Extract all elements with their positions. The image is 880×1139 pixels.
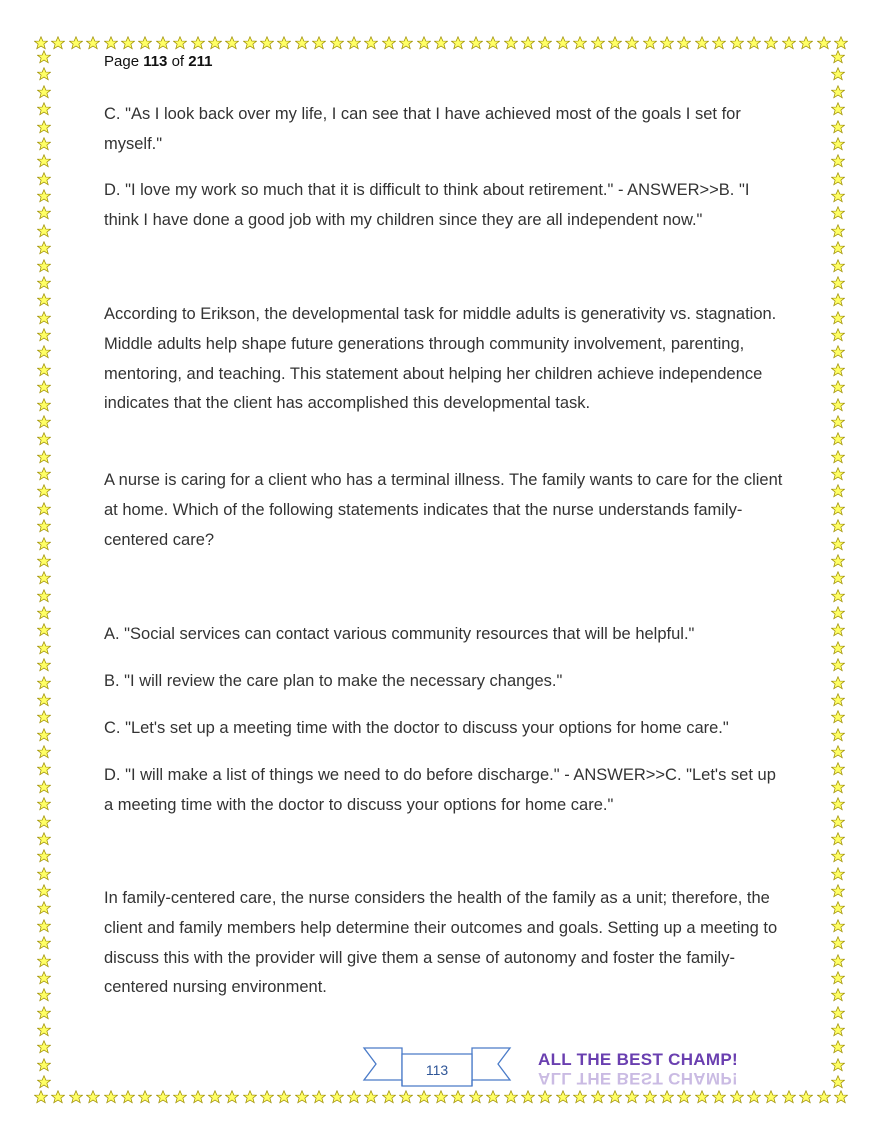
star-icon (37, 936, 51, 950)
star-icon (831, 311, 845, 325)
star-icon (831, 345, 845, 359)
star-icon (451, 36, 465, 54)
star-icon (486, 36, 500, 54)
star-icon (831, 936, 845, 950)
star-icon (330, 36, 344, 54)
star-icon (312, 36, 326, 54)
star-icon (364, 1090, 378, 1108)
star-icon (37, 276, 51, 290)
star-icon (37, 901, 51, 915)
star-icon (37, 1006, 51, 1020)
star-icon (69, 36, 83, 54)
star-icon (831, 467, 845, 481)
star-icon (37, 658, 51, 672)
star-icon (730, 36, 744, 54)
star-icon (37, 363, 51, 377)
star-icon (295, 1090, 309, 1108)
star-icon (831, 415, 845, 429)
star-icon (831, 450, 845, 464)
star-icon (434, 36, 448, 54)
star-icon (831, 606, 845, 620)
star-icon (243, 1090, 257, 1108)
star-icon (591, 1090, 605, 1108)
star-icon (625, 36, 639, 54)
star-icon (277, 1090, 291, 1108)
star-icon (37, 832, 51, 846)
star-icon (831, 85, 845, 99)
star-icon (831, 241, 845, 255)
star-icon (556, 1090, 570, 1108)
star-icon (799, 36, 813, 54)
star-icon (831, 728, 845, 742)
total-page-count: 211 (188, 53, 213, 70)
star-icon (831, 658, 845, 672)
star-icon (695, 1090, 709, 1108)
star-icon (831, 901, 845, 915)
star-icon (591, 36, 605, 54)
star-icon (312, 1090, 326, 1108)
star-icon (451, 1090, 465, 1108)
star-icon (730, 1090, 744, 1108)
star-icon (295, 36, 309, 54)
star-icon (37, 919, 51, 933)
footer-slogan-reflection: ALL THE BEST CHAMP! (538, 1069, 738, 1088)
star-icon (37, 380, 51, 394)
star-icon (625, 1090, 639, 1108)
star-icon (37, 762, 51, 776)
star-icon (831, 954, 845, 968)
option-d-with-answer-2: D. "I will make a list of things we need to do before discharge." - ANSWER>>C. "Let's set up a meeting time with the doctor to discuss your options for home care." (104, 766, 776, 814)
star-icon (156, 1090, 170, 1108)
star-icon (764, 36, 778, 54)
star-icon (37, 1023, 51, 1037)
option-a: A. "Social services can contact various community resources that will be helpful." (104, 625, 695, 643)
star-icon (747, 36, 761, 54)
star-icon (660, 1090, 674, 1108)
star-icon (34, 1090, 48, 1108)
star-icon (37, 780, 51, 794)
star-icon (831, 1023, 845, 1037)
star-icon (37, 85, 51, 99)
star-icon (37, 745, 51, 759)
star-icon (831, 867, 845, 881)
star-icon (831, 589, 845, 603)
star-icon (831, 259, 845, 273)
star-icon (382, 36, 396, 54)
star-icon (799, 1090, 813, 1108)
star-icon (782, 1090, 796, 1108)
star-icon (643, 36, 657, 54)
star-icon (37, 259, 51, 273)
star-icon (37, 224, 51, 238)
star-icon (608, 36, 622, 54)
star-icon (382, 1090, 396, 1108)
star-icon (37, 1058, 51, 1072)
star-icon (538, 36, 552, 54)
star-icon (712, 1090, 726, 1108)
star-icon (521, 36, 535, 54)
page-header: Page 113 of 211 (104, 53, 213, 70)
star-icon (37, 137, 51, 151)
star-icon (831, 363, 845, 377)
star-icon (399, 36, 413, 54)
star-icon (37, 571, 51, 585)
top-star-border (34, 36, 848, 54)
star-icon (643, 1090, 657, 1108)
star-icon (831, 137, 845, 151)
star-icon (37, 50, 51, 64)
current-page-number: 113 (143, 53, 168, 70)
star-icon (831, 50, 845, 64)
star-icon (156, 36, 170, 54)
star-icon (37, 554, 51, 568)
star-icon (831, 762, 845, 776)
star-icon (573, 36, 587, 54)
star-icon (831, 676, 845, 690)
star-icon (37, 450, 51, 464)
option-b: B. "I will review the care plan to make the necessary changes." (104, 672, 563, 690)
star-icon (37, 519, 51, 533)
star-icon (243, 36, 257, 54)
star-icon (37, 710, 51, 724)
rationale-family-centered-care: In family-centered care, the nurse considers the health of the family as a unit; therefore, the client and family members help determine their outcomes and goals. Setting up a meeting to discuss this with the provider will give them a sense of autonomy and foster the family-centered nursing environment. (104, 889, 778, 997)
star-icon (831, 537, 845, 551)
star-icon (677, 36, 691, 54)
star-icon (37, 815, 51, 829)
star-icon (608, 1090, 622, 1108)
star-icon (330, 1090, 344, 1108)
star-icon (399, 1090, 413, 1108)
star-icon (831, 380, 845, 394)
star-icon (191, 1090, 205, 1108)
star-icon (37, 537, 51, 551)
star-icon (37, 676, 51, 690)
star-icon (831, 693, 845, 707)
star-icon (486, 1090, 500, 1108)
star-icon (831, 67, 845, 81)
star-icon (831, 571, 845, 585)
footer-slogan: ALL THE BEST CHAMP! (538, 1050, 738, 1069)
star-icon (37, 954, 51, 968)
star-icon (260, 1090, 274, 1108)
star-icon (225, 36, 239, 54)
star-icon (37, 432, 51, 446)
star-icon (695, 36, 709, 54)
star-icon (347, 36, 361, 54)
star-icon (677, 1090, 691, 1108)
star-icon (782, 36, 796, 54)
star-icon (37, 398, 51, 412)
star-icon (69, 1090, 83, 1108)
star-icon (37, 415, 51, 429)
star-icon (37, 241, 51, 255)
bottom-star-border (34, 1090, 848, 1108)
star-icon (138, 36, 152, 54)
star-icon (831, 276, 845, 290)
star-icon (831, 120, 845, 134)
star-icon (37, 484, 51, 498)
option-c-previous-question: C. "As I look back over my life, I can see that I have achieved most of the goals I set for myself." (104, 105, 741, 153)
star-icon (417, 36, 431, 54)
star-icon (831, 745, 845, 759)
star-icon (104, 36, 118, 54)
star-icon (834, 1090, 848, 1108)
star-icon (831, 328, 845, 342)
star-icon (37, 606, 51, 620)
star-icon (831, 710, 845, 724)
star-icon (173, 36, 187, 54)
rationale-erikson: According to Erikson, the developmental task for middle adults is generativity vs. stagnation. Middle adults help shape future generations through community involvement, parenting, mentoring, and teaching. This statement about helping her children achieve independence indicates that the client has accomplished this developmental task. (104, 305, 777, 413)
star-icon (831, 189, 845, 203)
star-icon (538, 1090, 552, 1108)
star-icon (104, 1090, 118, 1108)
star-icon (831, 172, 845, 186)
star-icon (173, 1090, 187, 1108)
star-icon (37, 849, 51, 863)
star-icon (260, 36, 274, 54)
star-icon (817, 1090, 831, 1108)
star-icon (364, 36, 378, 54)
star-icon (37, 1075, 51, 1089)
star-icon (37, 1040, 51, 1054)
star-icon (831, 102, 845, 116)
star-icon (556, 36, 570, 54)
star-icon (51, 36, 65, 54)
star-icon (37, 293, 51, 307)
option-c: C. "Let's set up a meeting time with the doctor to discuss your options for home care." (104, 719, 729, 737)
star-icon (225, 1090, 239, 1108)
star-icon (417, 1090, 431, 1108)
star-icon (51, 1090, 65, 1108)
star-icon (347, 1090, 361, 1108)
star-icon (37, 189, 51, 203)
star-icon (747, 1090, 761, 1108)
star-icon (831, 1058, 845, 1072)
star-icon (573, 1090, 587, 1108)
star-icon (37, 641, 51, 655)
star-icon (37, 311, 51, 325)
star-icon (831, 519, 845, 533)
star-icon (831, 484, 845, 498)
star-icon (37, 172, 51, 186)
star-icon (37, 154, 51, 168)
star-icon (831, 502, 845, 516)
star-icon (831, 224, 845, 238)
star-icon (831, 432, 845, 446)
star-icon (831, 797, 845, 811)
star-icon (660, 36, 674, 54)
star-icon (37, 797, 51, 811)
star-icon (831, 554, 845, 568)
star-icon (86, 36, 100, 54)
star-icon (712, 36, 726, 54)
question-family-centered-care: A nurse is caring for a client who has a terminal illness. The family wants to care for the client at home. Which of the following statements indicates that the nurse understands family-centered care? (104, 471, 783, 549)
star-icon (208, 36, 222, 54)
star-icon (37, 867, 51, 881)
star-icon (469, 36, 483, 54)
star-icon (504, 1090, 518, 1108)
star-icon (831, 154, 845, 168)
star-icon (831, 398, 845, 412)
star-icon (434, 1090, 448, 1108)
star-icon (121, 1090, 135, 1108)
star-icon (37, 988, 51, 1002)
star-icon (37, 971, 51, 985)
star-icon (37, 623, 51, 637)
star-icon (191, 36, 205, 54)
star-icon (469, 1090, 483, 1108)
star-icon (831, 1006, 845, 1020)
left-star-border (35, 50, 53, 1090)
star-icon (504, 36, 518, 54)
star-icon (831, 1040, 845, 1054)
star-icon (831, 206, 845, 220)
star-icon (37, 328, 51, 342)
star-icon (521, 1090, 535, 1108)
star-icon (37, 693, 51, 707)
star-icon (831, 815, 845, 829)
star-icon (37, 206, 51, 220)
star-icon (277, 36, 291, 54)
star-icon (831, 293, 845, 307)
footer-page-number: 113 (425, 1062, 449, 1078)
star-icon (831, 971, 845, 985)
star-icon (37, 120, 51, 134)
option-d-with-answer: D. "I love my work so much that it is difficult to think about retirement." - ANSWER>>B. "I think I have done a good job with my children since they are all independent now." (104, 181, 750, 229)
star-icon (831, 641, 845, 655)
star-icon (831, 1075, 845, 1089)
star-icon (831, 623, 845, 637)
star-icon (37, 728, 51, 742)
star-icon (37, 884, 51, 898)
star-icon (37, 67, 51, 81)
star-icon (37, 467, 51, 481)
star-icon (831, 988, 845, 1002)
star-icon (121, 36, 135, 54)
star-icon (831, 832, 845, 846)
star-icon (37, 502, 51, 516)
star-icon (831, 849, 845, 863)
star-icon (37, 589, 51, 603)
star-icon (831, 780, 845, 794)
star-icon (831, 919, 845, 933)
right-star-border (829, 50, 847, 1090)
star-icon (764, 1090, 778, 1108)
star-icon (208, 1090, 222, 1108)
star-icon (831, 884, 845, 898)
star-icon (37, 102, 51, 116)
star-icon (37, 345, 51, 359)
star-icon (86, 1090, 100, 1108)
star-icon (138, 1090, 152, 1108)
